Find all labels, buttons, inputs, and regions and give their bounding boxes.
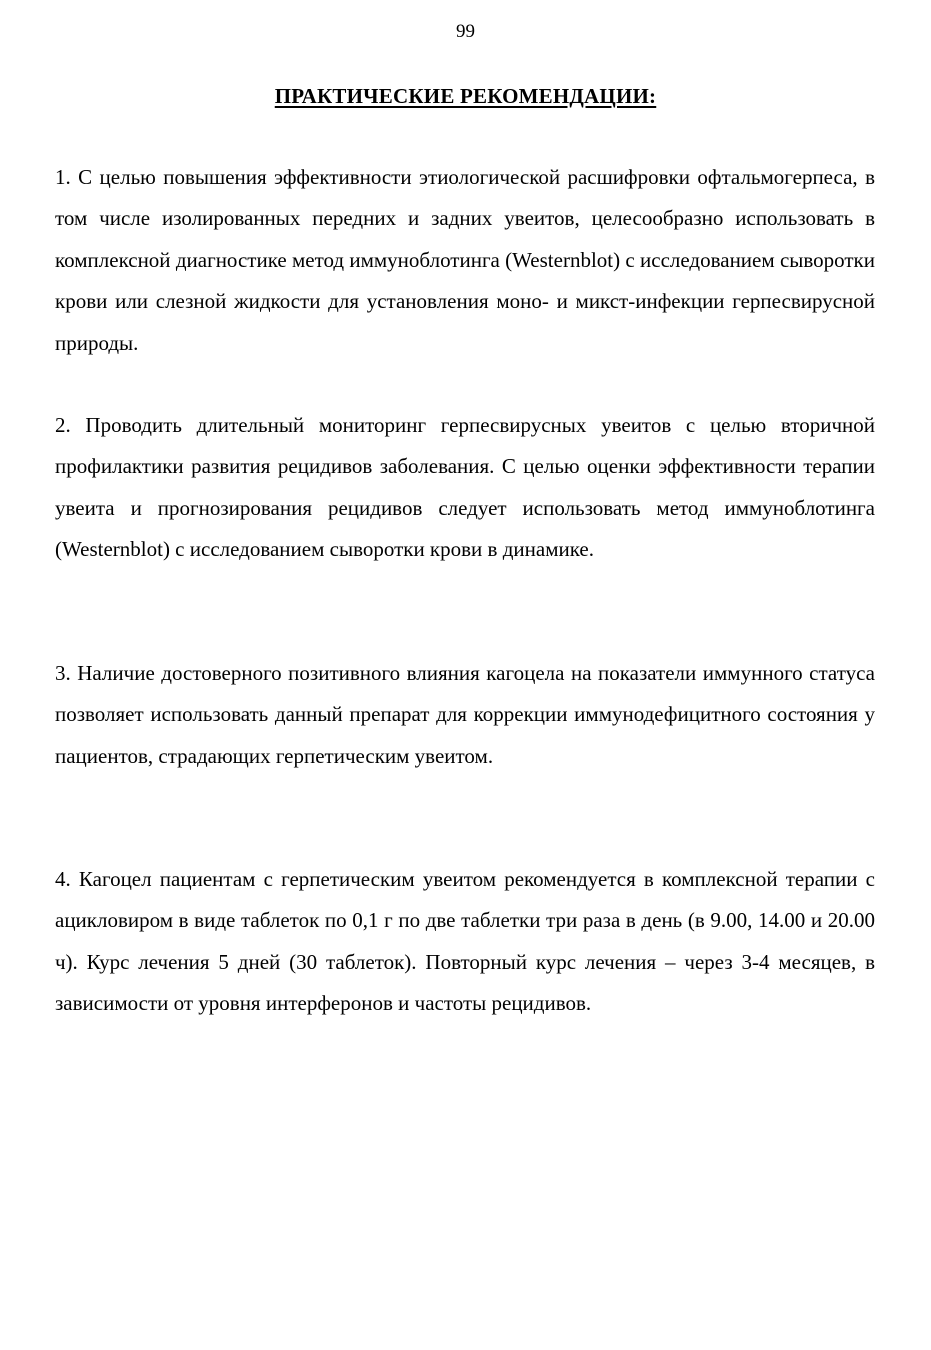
recommendation-4: 4. Кагоцел пациентам с герпетическим увеитом рекомендуется в комплексной терапии с ацикловиром в виде таблеток по 0,1 г по две таблетки три раза в день (в 9.00, 14.00 и 20.00 ч). Курс лечения 5 дней (30 таблеток). Повторный курс лечения – через 3-4 месяцев, в зависимости от уровня интерферонов и частоты рецидивов.: [55, 867, 875, 1016]
section-heading: ПРАКТИЧЕСКИЕ РЕКОМЕНДАЦИИ:: [274, 84, 657, 108]
recommendation-3: 3. Наличие достоверного позитивного влияния кагоцела на показатели иммунного статуса позволяет использовать данный препарат для коррекции иммунодефицитного состояния у пациентов, страдающих герпетическим увеитом.: [55, 661, 875, 768]
page-number: 99: [456, 21, 475, 42]
recommendation-1: 1. С целью повышения эффективности этиологической расшифровки офтальмогерпеса, в том числе изолированных передних и задних увеитов, целесообразно использовать в комплексной диагностике метод иммуноблотинга (Westernblot) с исследованием сыворотки крови или слезной жидкости для установления моно- и микст-инфекции герпесвирусной природы.: [55, 165, 875, 355]
recommendation-2: 2. Проводить длительный мониторинг герпесвирусных увеитов с целью вторичной профилактики развития рецидивов заболевания. С целью оценки эффективности терапии увеита и прогнозирования рецидивов следует использовать метод иммуноблотинга (Westernblot) с исследованием сыворотки крови в динамике.: [55, 413, 875, 562]
